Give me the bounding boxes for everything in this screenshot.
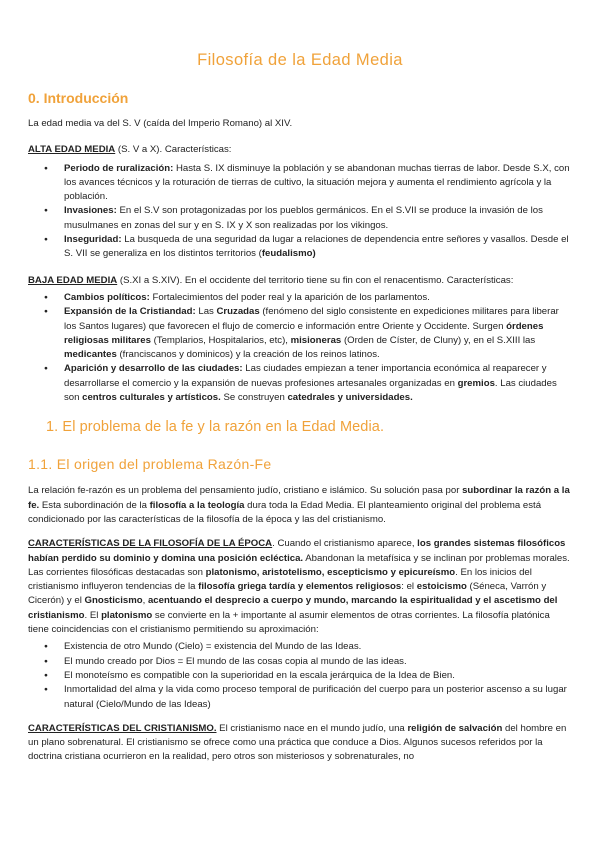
bold-run: acentuando el desprecio a cuerpo y mundo, marcando la espiritualidad y el ascetismo del cristianismo [28,595,558,621]
platonismo-coincidencias-list [28,640,572,711]
alta-edad-media-label: ALTA EDAD MEDIA [28,144,116,156]
item-text: Fortalecimientos del poder real y la aparición de los parlamentos. [149,291,430,303]
bold-run: platonismo [101,609,153,621]
list-item [64,162,572,205]
text-run: : el [401,581,417,593]
bold-run: los grandes sistemas filosóficos habían perdido su dominio y domina una posición ecléctica. [28,538,566,564]
section-1-1-heading: 1.1. El origen del problema Razón-Fe [28,456,272,473]
bold-run: subordinar la razón a la fe. [28,485,570,511]
list-item: ● Existencia de otro Mundo (Cielo) = existencia del Mundo de las Ideas. [64,640,572,654]
item-text: . Las ciudades son [64,377,557,404]
cristianismo-label: CARACTERÍSTICAS DEL CRISTIANISMO. [28,722,217,734]
list-item: ● El mundo creado por Dios = El mundo de las cosas copia al mundo de las ideas. [64,655,572,669]
baja-edad-media-paragraph [28,274,572,288]
list-item [64,362,572,405]
text-run: se convierte en la + importante al asumir elementos de otras corrientes. La filosofía platónica tiene coincidencias con el cristianismo permitiendo su aproximación: [28,609,550,636]
text-run: . Cuando el cristianismo aparece, [272,538,418,550]
alta-edad-media-list [28,162,572,262]
list-item: ● El monoteísmo es compatible con la superioridad en la escala jerárquica de la Idea de Bien. [64,669,572,683]
item-bold: Aparición y desarrollo de las ciudades: [64,363,243,375]
item-bold: medicantes [64,349,117,361]
item-bold: Expansión de la Cristiandad: [64,306,196,318]
baja-edad-media-label: BAJA EDAD MEDIA [28,274,118,286]
filosofia-epoca-label: CARACTERÍSTICAS DE LA FILOSOFÍA DE LA ÉPOCA [28,538,273,550]
item-bold: Periodo de ruralización: [64,162,174,174]
alta-edad-media-paragraph [28,143,572,157]
item-text: Las [195,306,217,318]
text-run: Abandonan la metafísica y se inclinan por problemas morales. Las corrientes filosóficas destacadas son [28,552,570,578]
baja-edad-media-list [28,291,572,405]
item-text: En el S.V son protagonizadas por los pueblos germánicos. En el S.VII se produce la invasión de los musulmanes en zonas del sur y en S. IX y X son realizadas por los vikingos. [64,205,543,231]
list-item [64,305,572,362]
text-run: El cristianismo nace en el mundo judío, una [216,722,408,734]
cristianismo-paragraph [28,722,572,765]
item-text: Las ciudades empiezan a tener importancia económica al reaparecer y desarrollarse el comercio y la expansión de nuevas profesiones artesanales organizadas en [64,363,547,389]
item-bold: centros culturales y artísticos. [82,392,221,404]
text-run: . En los inicios del cristianismo influyeron tendencias de la [28,566,532,593]
alta-edad-media-rest: (S. V a X). Características: [115,144,232,156]
text-run: . El [84,609,102,621]
item-bold: catedrales y universidades. [287,392,413,404]
text-run: La relación fe-razón es un problema del pensamiento judío, cristiano e islámico. Su solución pasa por [28,485,463,497]
item-text: Hasta S. IX disminuye la población y se abandonan muchas tierras de labor. Desde S.X, con los avances técnicos y la roturación de tierras de cultivo, la situación mejora y aumenta el rendimiento agrícola y la población. [64,162,570,203]
filosofia-epoca-paragraph [28,537,572,637]
item-bold: gremios [457,377,495,389]
item-bold: misioneras [290,334,342,346]
text-run: (Séneca, Varrón y Cicerón) y el [28,581,547,607]
bold-run: filosofía a la teología [149,499,245,511]
text-run: , [142,595,148,607]
fe-razon-paragraph [28,484,572,527]
bold-run: estoicismo [416,581,467,593]
intro-summary: La edad media va del S. V (caída del Imperio Romano) al XIV. [28,118,293,129]
item-bold: Inseguridad: [64,234,122,246]
bold-run: platonismo, aristotelismo, escepticismo y epicureísmo [205,566,456,578]
item-text: (Templarios, Hospitalarios, etc), [150,334,291,346]
list-item [64,204,572,233]
bold-run: Gnosticismo [84,595,143,607]
item-text: (fenómeno del siglo consistente en expediciones militares para liberar los Santos lugares) que favorecen el flujo de comercio e información entre Oriente y Occidente. Surgen [64,306,559,332]
intro-heading: 0. Introducción [28,90,129,106]
list-item [64,291,572,305]
document-title: Filosofía de la Edad Media [197,51,403,69]
text-run: dura toda la Edad Media. El planteamiento original del problema está condicionado por las características de la filosofía de la época y las del cristianismo. [28,499,542,525]
item-text: La busqueda de una seguridad da lugar a relaciones de dependencia entre señores y vasallos. Desde el S. VII se generaliza en los distintos territorios ( [64,234,569,260]
list-item: ● Inmortalidad del alma y la vida como proceso temporal de purificación del cuerpo para un posterior ascenso a su lugar natural (Cielo/Mundo de las Ideas) [64,683,572,712]
section-1-heading: 1. El problema de la fe y la razón en la Edad Media. [46,419,385,436]
item-text: (franciscanos y dominicos) y la creación de los reinos latinos. [116,349,380,361]
text-run: Esta subordinación de la [39,499,150,511]
baja-edad-media-rest: (S.XI a S.XIV). En el occidente del territorio tiene su fin con el renacentismo. Características: [117,274,514,286]
list-item [64,233,572,262]
item-bold: Cambios políticos: [64,291,150,303]
bold-run: filosofía griega tardía y elementos religiosos [198,581,402,593]
item-bold-end: feudalismo) [261,248,316,260]
item-bold: órdenes religiosas militares [64,320,544,346]
item-bold: Invasiones: [64,205,117,217]
bold-run: religión de salvación [407,722,503,734]
item-bold: Cruzadas [216,306,260,318]
item-text: (Orden de Císter, de Cluny) y, en el S.XIII las [341,334,536,346]
text-run: del hombre en un plano sobrenatural. El cristianismo se ofrece como una práctica que conduce a Dios. Algunos sucesos referidos por la doctrina cristiana ocurrieron en la realidad, pero otros son misteriosos y sobrenaturales, no [28,722,567,763]
item-text: Se construyen [220,392,288,404]
